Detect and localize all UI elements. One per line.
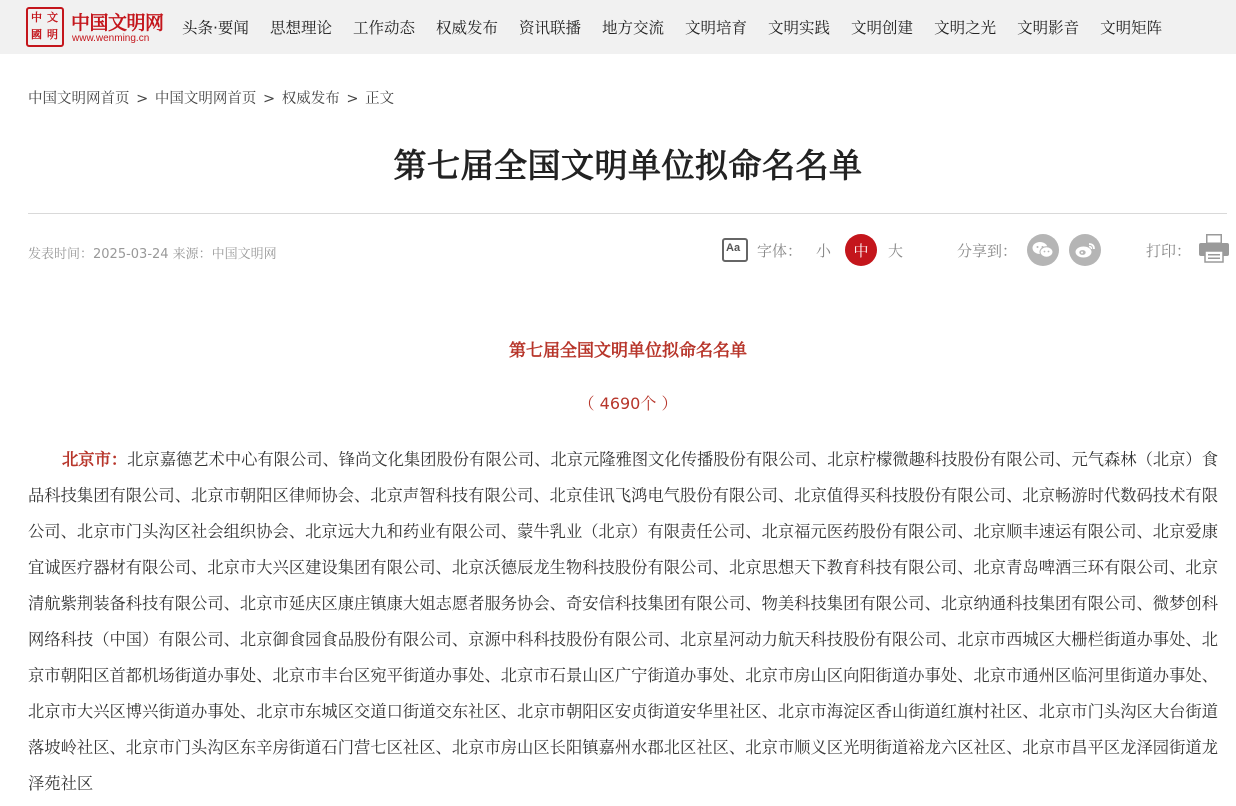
- nav-item-local-exchange[interactable]: 地方交流: [602, 19, 665, 37]
- print-label: 打印：: [1146, 241, 1192, 260]
- share-label: 分享到：: [957, 241, 1018, 260]
- breadcrumb: [28, 87, 394, 108]
- breadcrumb-separator: >: [136, 91, 149, 107]
- breadcrumb-link-official-release[interactable]: 权威发布: [281, 91, 340, 107]
- logo-url: www.wenming.cn: [72, 33, 150, 44]
- printer-icon[interactable]: [1197, 232, 1231, 268]
- article-body-text: 北京嘉德艺术中心有限公司、锋尚文化集团股份有限公司、北京元隆雅图文化传播股份有限公司、北京柠檬微趣科技股份有限公司、元气森林（北京）食品科技集团有限公司、北京市朝阳区律师协会、北京声智科技有限公司、北京佳讯飞鸿电气股份有限公司、北京值得买科技股份有限公司、北京畅游时代数码技术有限公司、北京市门头沟区社会组织协会、北京远大九和药业有限公司、蒙牛乳业（北京）有限责任公司、北京福元医药股份有限公司、北京顺丰速运有限公司、北京爱康宜诚医疗器材有限公司、北京市大兴区建设集团有限公司、北京沃德辰龙生物科技股份有限公司、北京思想天下教育科技有限公司、北京青岛啤酒三环有限公司、北京清航紫荆装备科技有限公司、北京市延庆区康庄镇康大姐志愿者服务协会、奇安信科技集团有限公司、物美科技集团有限公司、北京纳通科技集团有限公司、微梦创科网络科技（中国）有限公司、北京御食园食品股份有限公司、京源中科科技股份有限公司、北京星河动力航天科技股份有限公司、北京市西城区大栅栏街道办事处、北京市朝阳区首都机场街道办事处、北京市丰台区宛平街道办事处、北京市石景山区广宁街道办事处、北京市房山区向阳街道办事处、北京市通州区临河里街道办事处、北京市大兴区博兴街道办事处、北京市东城区交道口街道交东社区、北京市朝阳区安贞街道安华里社区、北京市海淀区香山街道红旗村社区、北京市门头沟区大台街道落坡岭社区、北京市门头沟区东辛房街道石门营七区社区、北京市房山区长阳镇嘉州水郡北区社区、北京市顺义区光明街道裕龙六区社区、北京市昌平区龙泽园街道龙泽苑社区: [28, 450, 1218, 793]
- nav-item-civility-cultivation[interactable]: 文明培育: [685, 19, 748, 37]
- nav-item-civility-matrix[interactable]: 文明矩阵: [1100, 19, 1163, 37]
- article-body: [28, 442, 1218, 802]
- nav-item-official-release[interactable]: 权威发布: [435, 19, 498, 37]
- page-title: 第七届全国文明单位拟命名名单: [393, 146, 863, 185]
- title-divider: [28, 213, 1227, 214]
- logo-seal-char: 文: [47, 11, 58, 24]
- nav-item-work-news[interactable]: 工作动态: [352, 19, 415, 37]
- logo-seal-char: 中: [31, 11, 42, 24]
- nav-item-theory[interactable]: 思想理论: [269, 19, 332, 37]
- weibo-icon[interactable]: [1069, 234, 1101, 266]
- nav-item-civility-creation[interactable]: 文明创建: [851, 19, 914, 37]
- nav-item-light-of-civility[interactable]: 文明之光: [934, 19, 997, 37]
- logo-seal-char: 明: [47, 28, 58, 41]
- article-title: 第七届全国文明单位拟命名名单: [509, 341, 747, 361]
- font-size-medium-button[interactable]: 中: [845, 234, 877, 266]
- font-size-small-button[interactable]: 小: [816, 241, 832, 260]
- logo-seal-char: 國: [31, 28, 42, 41]
- font-size-large-button[interactable]: 大: [888, 241, 904, 260]
- logo-seal-icon: [26, 7, 64, 47]
- font-size-label: 字体：: [757, 241, 803, 260]
- breadcrumb-current: 正文: [365, 91, 395, 107]
- breadcrumb-link-home[interactable]: 中国文明网首页: [28, 91, 130, 107]
- top-nav-bar: [0, 0, 1236, 54]
- font-size-icon: [722, 238, 748, 262]
- nav-item-civility-media[interactable]: 文明影音: [1017, 19, 1080, 37]
- logo-title: 中国文明网: [71, 12, 164, 34]
- breadcrumb-separator: >: [262, 91, 276, 107]
- nav-item-headlines[interactable]: 头条·要闻: [182, 19, 249, 37]
- share-bar: [957, 234, 1111, 266]
- publish-meta: 发表时间：2025-03-24 来源：中国文明网: [28, 247, 277, 262]
- breadcrumb-separator: >: [346, 91, 359, 107]
- print-bar: [1146, 234, 1231, 266]
- site-logo[interactable]: [26, 7, 166, 47]
- font-size-control: [722, 234, 903, 266]
- region-label: 北京市：: [62, 450, 128, 469]
- wechat-icon[interactable]: [1027, 234, 1059, 266]
- nav-item-news-broadcast[interactable]: 资讯联播: [518, 19, 581, 37]
- nav-item-civility-practice[interactable]: 文明实践: [768, 19, 831, 37]
- article-count: （ 4690个 ）: [578, 394, 678, 413]
- main-nav: [182, 16, 1183, 38]
- breadcrumb-link-home-2[interactable]: 中国文明网首页: [154, 91, 257, 107]
